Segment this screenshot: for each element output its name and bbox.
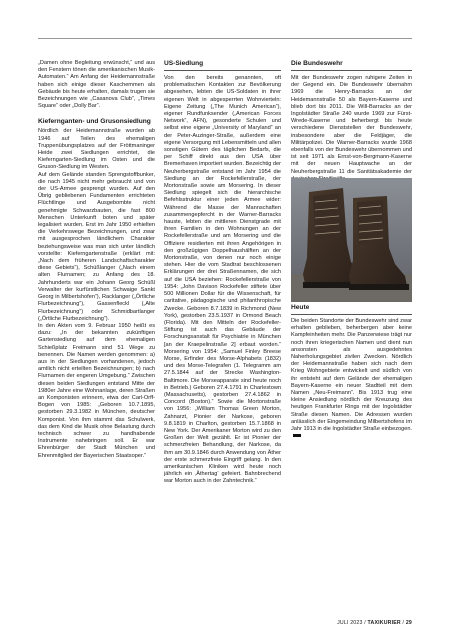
paragraph: In den Akten vom 9. Februar 1950 heißt es dazu: „In der bekannten zukünftigen Gartensiedlung auf dem ehemaligen Schießplatz Freimann sind 51 Wege zu benennen. Die Namen werden genommen: a) aus in der Siedlungen vorhandenen, jedoch amtlich nicht erteilten Bezeichnungen; b) nach Flurnamen der engeren Umgebung.“ Zwischen diesen beiden Siedlungen entstand Mitte der 1980er Jahre eine Wohnanlage, deren Straßen an Komponisten erinnern, etwa der Carl-Orff-Bogen von 1985: „Geboren 10.7.1895, gestorben 29.3.1982 in München, deutscher Komponist. Von ihm stammt das Schulwerk, das dem Kind die Musik ohne Belastung durch technisch schwer zu handhabende Instrumente nahebringen soll. Er war Ehrenbürger der Stadt München und Ehrenmitglied der Bayerischen Staatsoper.“ bbox=[38, 322, 155, 459]
section-heading-bundeswehr: Die Bundeswehr bbox=[291, 60, 412, 71]
footer-separator: / bbox=[402, 620, 405, 626]
paragraph: Von den bereits genannten, oft problematischen Kontakten zur Bevölkerung abgesehen, lebten die US-Soldaten in ihrer eigenen Welt in abgesperrten Wohnvierteln: Eigene Zeitung („The Munich American“), eigener Rundfunksender („American Forces Network“, AFN), gesonderte Schulen und selbst eine eigene „University of Maryland“ an der Peter-Auzinger-Straße, außerdem eine eigene Versorgung mit Lebensmitteln und allen sonstigen Gütern des täglichen Bedarfs, die per Schiff direkt aus den USA über Bremerhaven importiert wurden. Bezeichtig der Neuherbergstraße entstand im Jahr 1954 die Siedlung an der Rockefellerstraße, der Mortonstraße sowie am Morsering. In dieser Siedlung spiegelt sich die hierarchische Befehlsstruktur einer jeden Armee wider: Während die Masse der Mannschaften zusammengepfercht in der Warner-Barracks hauste, lebten die mittleren Dienstgrade mit ihren Familien in den Wohnungen an der Rockefellerstraße und am Morsering und die Offiziere residierten mit ihren Angehörigen in den großzügigen Doppelhaushälften an der Mortonstraße, von denen nur noch einige stehen. Hier die vom Stadtrat beschlossenen Erklärungen der drei Straßennamen, die sich auf die USA beziehen: Rockefellerstraße von 1954: „John Davison Rockefeller stiftete über 500 Millionen Dollar für die Wissenschaft, für caritative, pädagogische und philanthropische Zwecke. Geboren 8.7.1839 in Richmond (New York), gestorben 23.5.1937 in Ormond Beach (Florida). Mit den Mitteln der Rockefeller-Stiftung ist auch das Gebäude der Forschungsanstalt für Psychiatrie in München [an der Kraepelinstraße 2] erbaut worden.“ Morsering von 1954: „Samuel Finley Breese Morse, Erfinder des Morse-Alphabets (1832) und des Morse-Telegrafen (1. Telegramm am 27.5.1844 auf der Strecke Washington-Baltimore. Die Morseapparate sind heute noch in Betrieb.) Geboren 27.4.1791 in Charlestown (Massachusetts), gestorben 27.4.1862 in Concord (Boston).“ Sowie die Mortonstraße von 1956: „William Thomas Green Morton, Zahnarzt, Pionier der Narkose, geboren 9.8.1819 in Charlton, gestorben 15.7.1868 in New York. Der Amerikaner Morton wird zu den Großen der Welt gezählt. Er ist Pionier der schmerzfreien Behandlung, der Narkose, da ihm am 30.9.1846 durch Anwendung von Äther der erste schmerzfreie Eingriff gelang. In den amerikanischen Kliniken wird heute noch jährlich ein ‚Äthertag‘ gefeiert. Bahnbrechend war Morton auch in der Zahntechnik.“ bbox=[164, 75, 281, 485]
column-1 bbox=[38, 60, 155, 460]
issue-date: JULI 2023 bbox=[337, 620, 363, 626]
column-3 bbox=[291, 60, 412, 183]
paragraph: Auf dem Gelände standen Sprengstoffbunker, die nach 1945 nicht mehr gebraucht und von der US-Armee gesprengt wurden. Auf den Übrig gebliebenen Fundamenten errichteten Flüchtlinge und Ausgebombte nicht genehmigte Schwarzbauten, die fast 800 Menschen Unterkunft boten und später legalisiert wurden. Erst im Jahr 1950 erhielten die Verkehrswege Bezeichnungen, und zwar mit ausgesprochen ländlichem Charakter beziehungsweise was man sich unter ländlich vorstellte: Kieferngartenstraße (erklärt mit: „Nach dem früheren Landschaftscharakter diese Gebiets“), Schüßlanger („Nach einem alten Flurnamen; zu Anfang des 18. Jahrhunderts war ein Johann Georg Schüßl Verwalter der kurfürstlichen Schwaige Sankt Georg in Milbertshofen“), Racklanger („Örtliche Flurbezeichnung“), Gassenfleckl („Alte Flurbezeichnung“) oder Schmidbartlanger („Örtliche Flurbezeichnung“). bbox=[38, 171, 155, 322]
heute-text: Die beiden Standorte der Bundeswehr sind zwar erhalten geblieben, beherbergen aber keine Kampfeinheiten mehr. Die Panzerwiese trägt nur noch ihren kriegerischen Namen und dient nun ansonsten als ausgedehntes Naherholungsgebiet zivilen Zwecken. Nördlich der Heidemannstraße haben sich nach dem Krieg Wohngebiete entwickelt und südlich von ihr entsteht auf dem Gelände der ehemaligen Bayern-Kaserne ein neuer Stadtteil mit dem Namen „Neu-Freimann“. Bis 1913 trug eine kleine Ansiedlung nördlich der Kreuzung des heutigen Frankfurter Rings mit der Ingolstädter Straße diesen Namen. Die Adressen wurden anlässlich der Eingemeindung Milbertshofens im Jahr 1913 in die Ingolstädter Straße einbezogen. bbox=[291, 318, 412, 433]
footer-separator: / bbox=[364, 620, 366, 626]
intro-paragraph: „Damen ohne Begleitung erwünscht,“ und aus den Fenstern tönen die amerikanischen Musik-Automaten.“ Am Anfang der Heidemannstraße haben sich einige dieser Kaschemmen als Gebäude bis heute erhalten, damals trugen sie Bezeichnungen wie „Casanova Club“, „Times Square“ oder „Dolly Bar“. bbox=[38, 60, 155, 110]
section-heading-heute: Heute bbox=[291, 304, 412, 315]
paragraph bbox=[291, 318, 412, 440]
page-footer bbox=[337, 620, 412, 626]
top-rule bbox=[38, 38, 412, 39]
end-mark-icon bbox=[293, 434, 301, 437]
boots-photo bbox=[291, 178, 412, 302]
magazine-name: TAXIKURIER bbox=[367, 620, 401, 626]
heute-section bbox=[291, 304, 412, 440]
paragraph: Nördlich der Heidemannstraße wurden ab 1946 auf Teilen des ehemaligen Truppenübungsplatzes auf der Fröttmaninger Heide zwei Siedlungen errichtet, die Kieferngarten-Siedlung im Osten und die Gruson-Siedlung im Westen. bbox=[38, 128, 155, 171]
section-heading-kieferngarten: Kiefernganten- und Grusonsiedlung bbox=[38, 118, 151, 126]
paragraph: Mit der Bundeswehr zogen ruhigere Zeiten in der Gegend ein. Die Bundeswehr übernahm 1969 die Henry-Barracks an der Heidemannstraße 50 als Bayern-Kaserne und blieb dort bis 2011. Die Will-Barracks an der Ingolstädter Straße 240 wurde 1969 zur Fürst-Wrede-Kaserne und beherbergt bis heute verschiedene Dienststellen der Bundeswehr, insbesondere aber die Feldjäger, die Militärpolizei. Die Warner-Barracks wurde 1968 ebenfalls von der Bundeswehr übernommen und ist seit 1971 als Ernst-von-Bergmann-Kaserne mit der neuen Hauptwache an der Neuherbergstraße 11 die Sanitätsakademie der bbox=[291, 75, 412, 175]
section-heading-us-siedlung: US-Siedlung bbox=[164, 60, 281, 71]
column-2 bbox=[164, 60, 281, 486]
page-number: 29 bbox=[405, 620, 412, 626]
boots-illustration bbox=[291, 178, 412, 302]
